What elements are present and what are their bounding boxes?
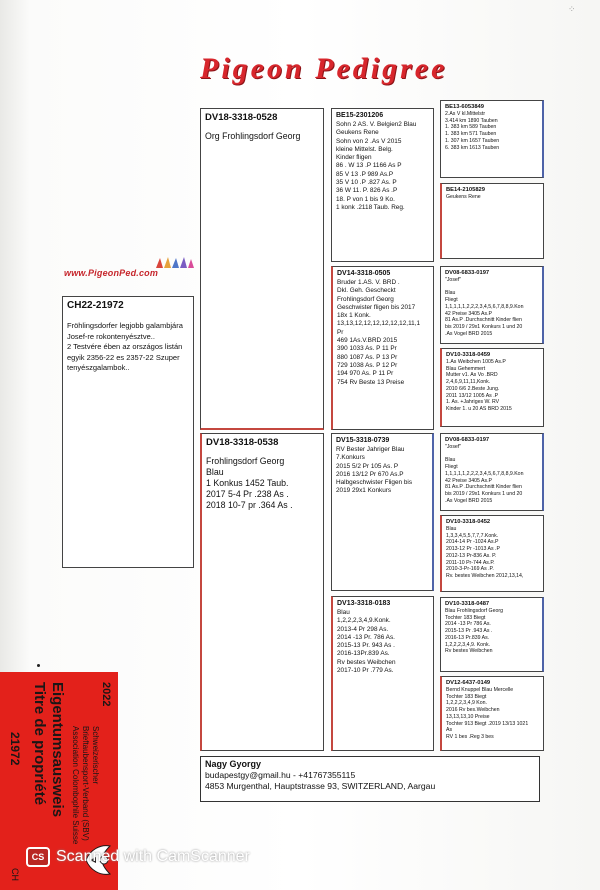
sire-ring: DV18-3318-0528: [205, 112, 278, 123]
sire-sire-ring: BE15-2301206: [336, 112, 384, 119]
card-number: 21972: [8, 732, 22, 766]
owner-box: [200, 756, 540, 802]
great-grandparent-notes: Blau 1,3,3,4,5,5,7,7,7.Konk. 2014-14 Pr -1024 As.P 2013-12 Pr -1013 As .P 2012-13 Pr-836 As. P. 2011-10 Pr-744 As.P. 2010-3-Pr-169 As .P. Rv. bestes Weibchen 2012,13,14,: [446, 526, 524, 579]
great-grandparent-box: [440, 433, 544, 511]
great-grandparent-ring: DV10-3318-0487: [445, 601, 490, 607]
subject-ring: CH22-21972: [67, 300, 124, 311]
great-grandparent-box: [440, 597, 544, 672]
dam-dam-box: [331, 596, 434, 751]
great-grandparent-ring: BE13-6053849: [445, 104, 484, 110]
dam-sire-ring: DV15-3318-0739: [336, 437, 390, 444]
great-grandparent-ring: BE14-2105829: [446, 187, 485, 193]
subject-notes: Fröhlingsdorfer legjobb galambjára Josef-re rokontenyésztve.. 2 Testvére ében az országos listán egyik 2356-22 es 2357-22 Szuper tenyészgalambok..: [67, 321, 183, 372]
great-grandparent-box: [440, 515, 544, 592]
card-title-de: Eigentumsausweis: [49, 682, 66, 818]
sire-notes: Org Frohlingsdorf Georg: [205, 131, 301, 141]
camscanner-icon: CS: [26, 847, 50, 867]
great-grandparent-ring: DV08-6833-0197: [445, 437, 490, 443]
great-grandparent-notes: Blau Frohlingsdorf Georg Tochter 183 Biegt 2014 -13 Pr 786 As. 2015-13 Pr .943 As . 2016-13 Pr.839 As. 1,2,2,2,3,4,9. Konk. Rv bestes Weibchen: [445, 608, 503, 655]
great-grandparent-notes: "Josef" Blau Fliegt 1,1,1,1,1,2,2,2,3,4,5,6,7,8,8,9.Kon 42 Preise 3405 As.P 81 As.P .Durchschnitt Kinder flien bis 2019 / 29x1 Konkurs 1 und 20 .As Vogel BRD 2015: [445, 444, 524, 504]
great-grandparent-ring: DV12-6437-0149: [446, 680, 491, 686]
dam-dam-notes: Blau 1,2,2,2,3,4,9.Konk. 2013-4 Pr 298 As. 2014 -13 Pr. 786 As. 2015-13 Pr. 943 As . 2016-13Pr.839 As. Rv bestes Weibchen 2017-10 Pr .779 As.: [337, 609, 396, 675]
camscanner-label: Scanned with CamScanner: [56, 848, 250, 865]
owner-contact: budapestgy@gmail.hu - +41767355115: [205, 770, 356, 780]
great-grandparent-notes: Bernd Knuppel Blau Mercelle Tochter 183 Biegt 1,2,2,2,3,4,9 Kon. 2016 Rv bes.Weibchen 13,13,13,10 Preise Tochter 913 Biegt .2019 13/13 1021 As RV 1 bes .Reg 3 bes: [446, 687, 529, 740]
great-grandparent-notes: "Josef" Blau Fliegt 1,1,1,1,1,2,2,2,3,4,5,6,7,8,8,9.Kon 42 Preise 3405 As.P 81 As.P .Durchschnitt Kinder flien bis 2019 / 29x1 Konkurs 1 und 20 .As Vogel BRD 2015: [445, 277, 524, 337]
great-grandparent-ring: DV10-3318-0452: [446, 519, 491, 525]
dam-box: [200, 433, 324, 751]
sire-sire-box: [331, 108, 434, 262]
birds-icon: [154, 256, 194, 270]
great-grandparent-ring: DV08-6833-0197: [445, 270, 490, 276]
card-year: 2022: [100, 682, 112, 707]
card-line-2: Brieftaubensport-Verband (SBV): [81, 726, 90, 841]
ink-dot: [37, 664, 40, 667]
page-title: Pigeon Pedigree: [200, 52, 448, 85]
owner-name: Nagy Gyorgy: [205, 759, 262, 769]
dam-dam-ring: DV13-3318-0183: [337, 600, 391, 607]
camscanner-watermark: [26, 846, 326, 868]
great-grandparent-ring: DV10-3318-0459: [446, 352, 491, 358]
logo-text: www.PigeonPed.com: [64, 268, 159, 278]
sire-dam-notes: Bruder 1.AS. V. BRD . Dkl. Geh. Gescheckt Frohlingsdorf Georg Geschwister fligen bis 2017 18x 1 Konk. 13,13,12,12,12,12,12,12,11,1 Pr 469 1As.V.BRD 2015 390 1033 As. P 11 Pr 880 1087 As. P 13 Pr 729 1038 As. P 12 Pr 194 970 As. P 11 Pr 754 Rv Beste 13 Preise: [337, 279, 421, 386]
sire-box: [200, 108, 324, 430]
dam-ring: DV18-3318-0538: [206, 437, 279, 448]
great-grandparent-box: [440, 266, 544, 344]
great-grandparent-notes: 1.As Weibchen 1005 As.P Blau Gehemmert Mutter v1. As Vo .BRD 2,4,6,9,11,11,Konk. 2010 6/6 2.Beste Jung. 2011 13/12 1005 As .P 1. As. +Jahriges W. RV Kinder 1. u 20 AS BRD 2015: [446, 359, 512, 412]
great-grandparent-box: [440, 183, 544, 259]
great-grandparent-box: [440, 676, 544, 751]
dam-notes: Frohlingsdorf Georg Blau 1 Konkus 1452 Taub. 2017 5-4 Pr .238 As . 2018 10-7 pr .364 As .: [206, 456, 293, 510]
great-grandparent-notes: Geukens Rene: [446, 194, 481, 200]
subject-box: [62, 296, 194, 568]
card-country: CH: [10, 868, 20, 881]
card-line-3: Association Colombophile Suisse: [71, 726, 80, 845]
card-title-fr: Titre de propriété: [31, 682, 48, 806]
sire-dam-ring: DV14-3318-0505: [337, 270, 391, 277]
great-grandparent-box: [440, 348, 544, 427]
dam-sire-box: [331, 433, 434, 591]
sire-dam-box: [331, 266, 434, 430]
pigeonped-logo: [62, 256, 197, 284]
owner-address: 4853 Murgenthal, Hauptstrasse 93, SWITZERLAND, Aargau: [205, 781, 436, 791]
dam-sire-notes: RV Bester Jahriger Blau 7.Konkurs 2015 5/2 Pr 105 As. P 2016 13/12 Pr 670 As.P Halbgeschwister Fligen bis 2019 29x1 Konkurs: [336, 446, 413, 495]
great-grandparent-box: [440, 100, 544, 178]
great-grandparent-notes: 2.As V kl.Mittelstr 3.414 km 1890 Tauben 1. 383 km 589 Tauben 1. 383 km 571 Tauben 1. 307 km 1657 Tauben 6. 383 km 1613 Tauben: [445, 111, 500, 151]
card-line-1: Schweizerischer: [91, 726, 100, 785]
sire-sire-notes: Sohn 2 AS. V. Belgien2 Blau Geukens Rene Sohn von 2 .As V 2015 kleine Mittelst. Belg. Kinder fligen 86 . W 13 .P 1166 As P 85 V 13 .P 989 As.P 35 V 10 .P .827 As. P 36 W 11. P. 826 As .P 18. P von 1 bis 9 Ko. 1 konk .2118 Taub. Reg.: [336, 121, 417, 211]
corner-scan-mark: ⁘: [568, 4, 576, 14]
